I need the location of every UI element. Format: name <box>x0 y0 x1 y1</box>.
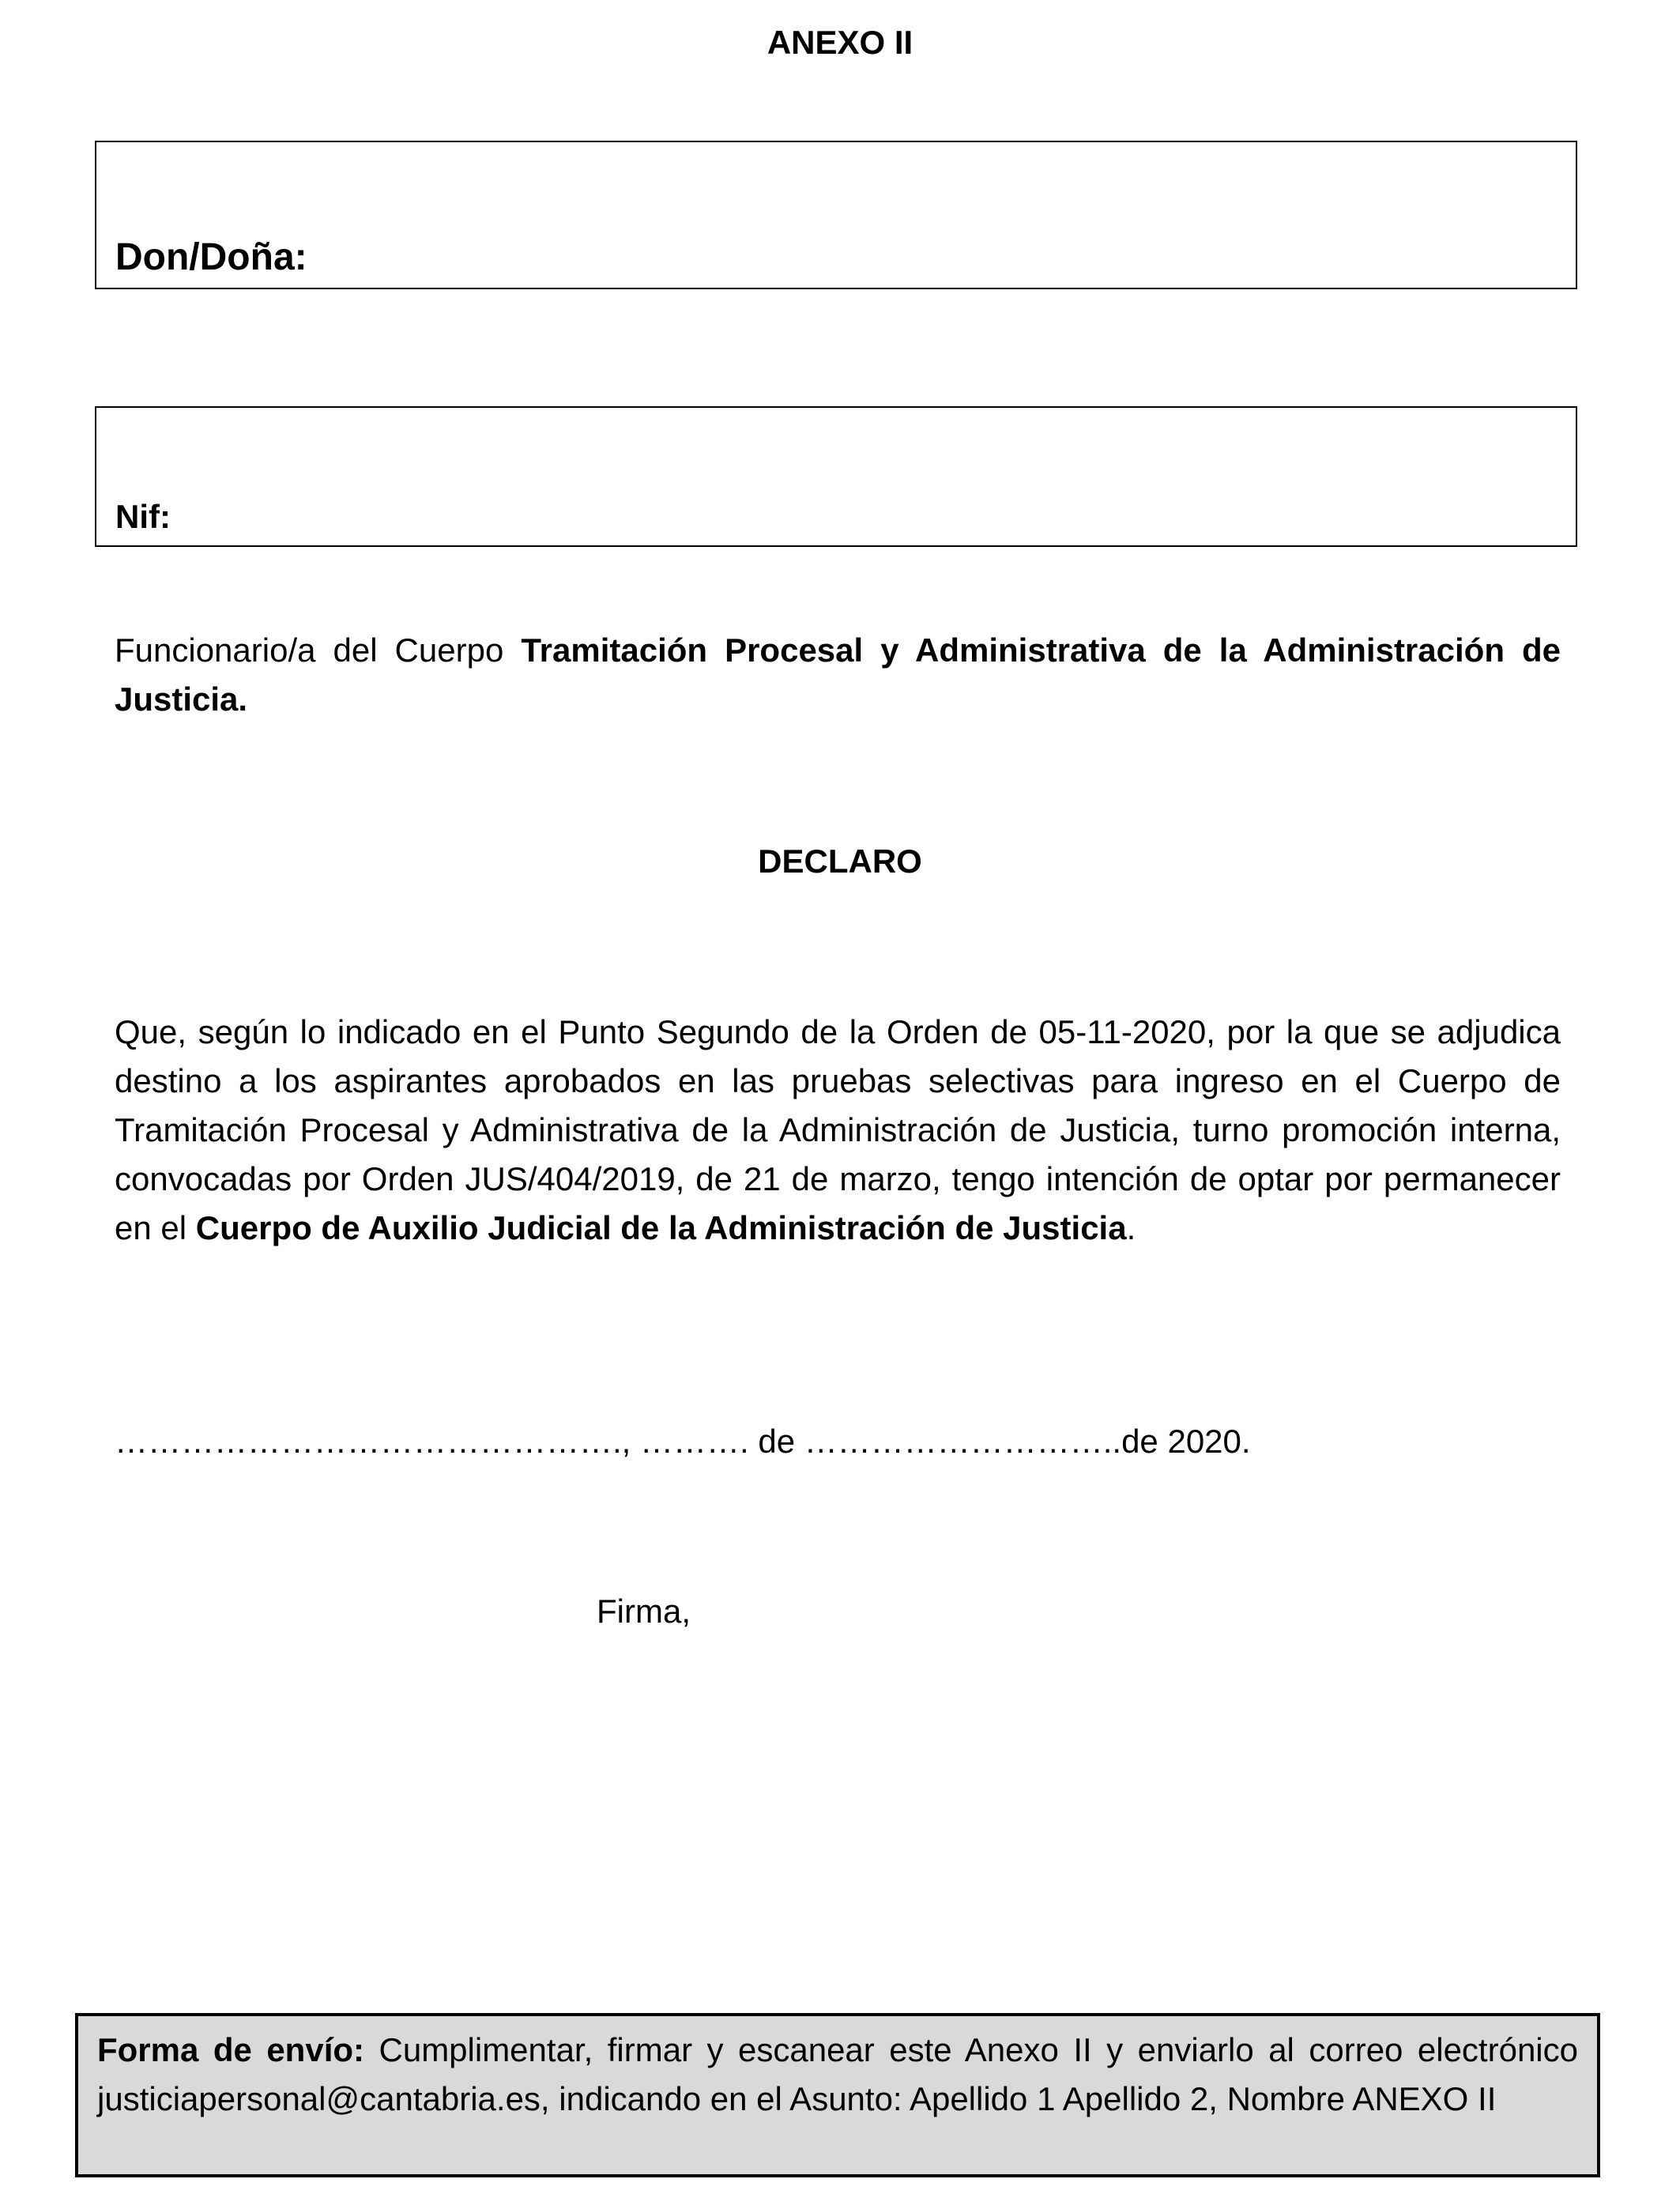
nif-field-label: Nif: <box>115 498 171 535</box>
submission-instructions-box <box>75 2013 1600 2177</box>
declaration-cuerpo-name: Cuerpo de Auxilio Judicial de la Administración de Justicia <box>195 1209 1127 1246</box>
submission-text: Cumplimentar, firmar y escanear este Anexo II y enviarlo al correo electrónico justiciapersonal@cantabria.es, indicando en el Asunto: Apellido 1 Apellido 2, Nombre ANEXO II <box>97 2031 1578 2117</box>
declaration-paragraph <box>115 1008 1561 1253</box>
place-date-line[interactable]: ………………………………………., ………. de ………………………..de 2020. <box>115 1423 1251 1460</box>
name-field-label: Don/Doña: <box>115 236 307 278</box>
intro-prefix: Funcionario/a del Cuerpo <box>115 631 504 669</box>
intro-paragraph <box>115 626 1561 724</box>
declaration-end: . <box>1126 1209 1136 1246</box>
submission-label: Forma de envío: <box>97 2031 365 2068</box>
signature-label: Firma, <box>597 1593 691 1630</box>
nif-field-box[interactable] <box>95 406 1577 547</box>
document-title: ANEXO II <box>767 24 913 61</box>
intro-cuerpo-name: Tramitación Procesal y Administrativa de la Administración de Justicia. <box>115 631 1561 718</box>
declaro-heading: DECLARO <box>758 843 922 880</box>
declaration-text: Que, según lo indicado en el Punto Segundo de la Orden de 05-11-2020, por la que se adjudica destino a los aspirantes aprobados en las pruebas selectivas para ingreso en el Cuerpo de Tramitación Procesal y Administrativa de la Administración de Justicia, turno promoción interna, convocadas por Orden JUS/404/2019, de 21 de marzo, tengo intención de optar por permanecer en el <box>115 1013 1561 1246</box>
name-field-box[interactable] <box>95 141 1577 289</box>
